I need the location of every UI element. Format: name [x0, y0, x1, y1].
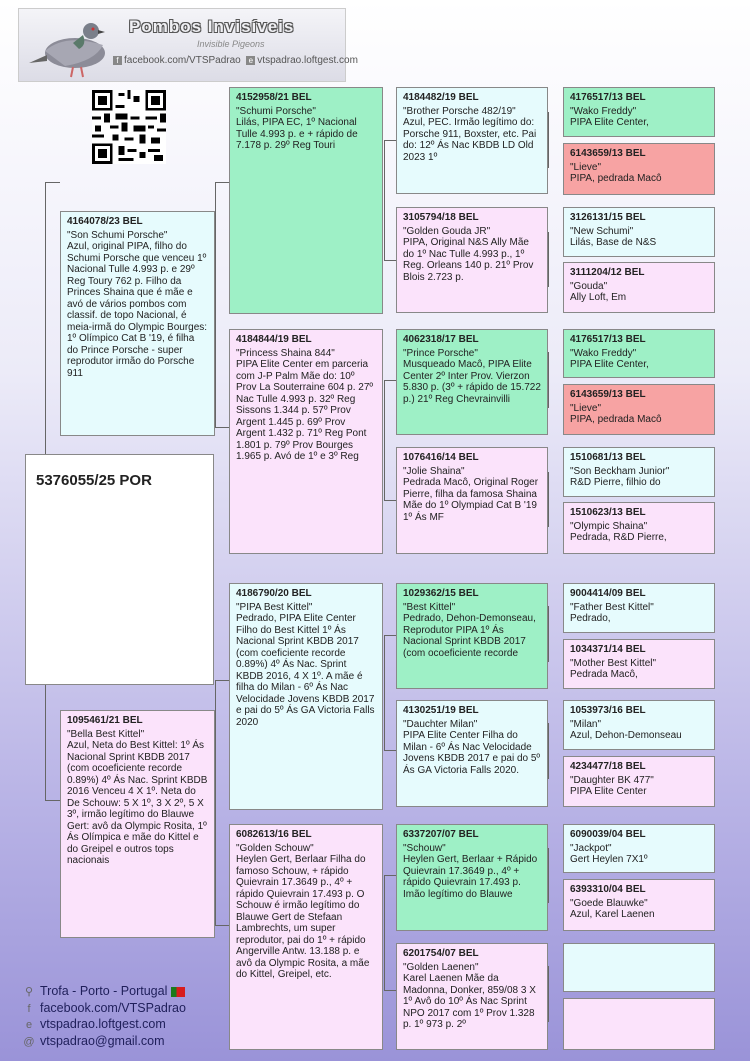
location-pin-icon: ⚲ — [24, 986, 34, 998]
g4-box — [563, 262, 715, 313]
great-grandparent-box — [396, 943, 548, 1050]
dam-desc: "Bella Best Kittel" Azul, Neta do Best Kittel: 1º Ás Nacional Sprint KBDB 2017 (com ocoeficiente recorde 0.89%) 4º Ás Nac. Sprint KBDB 2016 Venceu 4 X 1º. Neta do De Schouw: 5 X 1º, 3 X 2º, 5 X 3º, irmão legítimo do Blauwe Gert: avô da Olympic Rosita, 1º Ás Olímpica e mãe do Kittel e do Greipel e outros tops nacionais — [67, 728, 208, 866]
ring-number: 1510623/13 BEL — [570, 507, 646, 518]
pigeon-description: "Lieve" PIPA, pedrada Macô — [570, 161, 662, 184]
pigeon-description: "Lieve" PIPA, pedrada Macô — [570, 402, 662, 425]
ring-number: 6393310/04 BEL — [570, 884, 646, 895]
ring-number: 9004414/09 BEL — [570, 588, 646, 599]
ring-number: 3126131/15 BEL — [570, 212, 646, 223]
great-grandparent-box — [396, 329, 548, 435]
g4-box — [563, 879, 715, 931]
grandparent-box — [229, 329, 383, 554]
pigeon-description: "Brother Porsche 482/19" Azul, PEC. Irmão legítimo do: Porsche 911, Boxster, etc. Pai do: 12º Ás Nac KBDB LD Old 2023 1º — [403, 105, 537, 163]
pigeon-description: "Best Kittel" Pedrado, Dehon-Demonseau, Reprodutor PIPA 1º Ás Nacional Sprint KBDB 2017 (com ocoeficiente recorde — [403, 601, 536, 659]
pigeon-description: "Golden Gouda JR" PIPA, Original N&S Ally Mãe do 1º Nac Tulle 4.993 p., 1º Reg. Orleans 140 p. 21º Prov Blois 2.723 p. — [403, 225, 534, 283]
grandparent-box — [229, 824, 383, 1050]
ring-number: 6337207/07 BEL — [403, 829, 479, 840]
footer-location: Trofa - Porto - Portugal — [40, 984, 168, 998]
portugal-flag-icon — [171, 987, 185, 997]
pigeon-description: "Prince Porsche" Musqueado Macô, PIPA Elite Center 2º Inter Prov. Vierzon 5.830 p. (3º + rápido de 15.722 p.) 21º Reg Chevrainvilli — [403, 347, 541, 405]
grandparent-box — [229, 87, 383, 314]
g4-box — [563, 639, 715, 689]
g4-box — [563, 583, 715, 633]
ring-number: 1053973/16 BEL — [570, 705, 646, 716]
brand-title: Pombos Invisíveis — [129, 17, 295, 36]
pigeon-icon — [25, 11, 115, 81]
pigeon-description: "Daughter BK 477" PIPA Elite Center — [570, 774, 654, 797]
ring-number: 6090039/04 BEL — [570, 829, 646, 840]
email-icon: @ — [23, 1035, 35, 1048]
ring-number: 4234477/18 BEL — [570, 761, 646, 772]
great-grandparent-box — [396, 824, 548, 931]
dam-ring: 1095461/21 BEL — [67, 715, 143, 726]
pigeon-description: "Schouw" Heylen Gert, Berlaar + Rápido Quievrain 17.3649 p., 4º + rápido Quievrain 17.493 p. Imão legítimo do Blauwe — [403, 842, 538, 900]
footer-site-link[interactable]: vtspadrao.loftgest.com — [40, 1017, 166, 1031]
great-grandparent-box — [396, 583, 548, 689]
sire-ring: 4164078/23 BEL — [67, 216, 143, 227]
ring-number: 1034371/14 BEL — [570, 644, 646, 655]
pigeon-description: "Milan" Azul, Dehon-Demonseau — [570, 718, 682, 741]
footer-contacts — [22, 984, 186, 1050]
pigeon-description: "Mother Best Kittel" Pedrada Macô, — [570, 657, 657, 680]
g4-box — [563, 756, 715, 807]
g4-box — [563, 143, 715, 195]
great-grandparent-box — [396, 207, 548, 313]
ring-number: 4184844/19 BEL — [236, 334, 312, 345]
great-grandparent-box — [396, 447, 548, 554]
dam-box — [60, 710, 215, 938]
pigeon-description: "Jolie Shaina" Pedrada Macô, Original Roger Pierre, filha da famosa Shaina Mãe do 1º Olympiad Cat B '19 1º Ás MF — [403, 465, 539, 523]
ring-number: 1029362/15 BEL — [403, 588, 479, 599]
sire-desc: "Son Schumi Porsche" Azul, original PIPA, filho do Schumi Porsche que venceu 1º Nacional Tulle 4.993 p. e 29º Reg Toury 762 p. Filho da Princes Shaina que é mãe e avó de vários pombos com classif. de topo Nacional, é meia-irmã do Olympic Bourges: 1º Olímpico Cat B '19, é filha do Prince Porsche - super reprodutor irmão do Porsche 911 — [67, 229, 208, 379]
ring-number: 4176517/13 BEL — [570, 92, 646, 103]
pigeon-description: "Dauchter Milan" PIPA Elite Center Filha do Milan - 6º Ás Nac Velocidade Jovens KBDB 2017 e pai do 5º Ás GA Victoria Falls 2020. — [403, 718, 541, 776]
pigeon-description: "Father Best Kittel" Pedrado, — [570, 601, 654, 624]
g4-box — [563, 447, 715, 497]
great-grandparent-box — [396, 700, 548, 807]
facebook-icon: f — [27, 1002, 31, 1015]
ring-number: 6143659/13 BEL — [570, 148, 646, 159]
g4-box — [563, 384, 715, 435]
pigeon-description: "Gouda" Ally Loft, Em — [570, 280, 627, 303]
pigeon-description: "Jackpot" Gert Heylen 7X1º — [570, 842, 648, 865]
facebook-icon: f — [113, 56, 122, 65]
pigeon-description: "Son Beckham Junior" R&D Pierre, filhio do — [570, 465, 670, 488]
pigeon-description: "Wako Freddy" PIPA Elite Center, — [570, 105, 649, 128]
header-banner — [18, 8, 358, 82]
ring-number: 3105794/18 BEL — [403, 212, 479, 223]
g4-box — [563, 87, 715, 137]
header-site-link[interactable]: vtspadrao.loftgest.com — [257, 55, 358, 66]
ring-number: 6143659/13 BEL — [570, 389, 646, 400]
ring-number: 4176517/13 BEL — [570, 334, 646, 345]
pigeon-description: "Wako Freddy" PIPA Elite Center, — [570, 347, 649, 370]
web-icon: e — [246, 56, 255, 65]
ring-number: 4130251/19 BEL — [403, 705, 479, 716]
pigeon-description: "New Schumi" Lilás, Base de N&S — [570, 225, 657, 248]
web-icon: e — [25, 1019, 33, 1031]
main-pigeon-ring: 5376055/25 POR — [36, 472, 152, 489]
grandparent-box — [229, 583, 383, 810]
pigeon-description: "Olympic Shaina" Pedrada, R&D Pierre, — [570, 520, 667, 543]
ring-number: 1076416/14 BEL — [403, 452, 479, 463]
footer-email-link[interactable]: vtspadrao@gmail.com — [40, 1033, 165, 1048]
g4-box — [563, 207, 715, 257]
g4-box-empty — [563, 943, 715, 992]
ring-number: 1510681/13 BEL — [570, 452, 646, 463]
g4-box — [563, 502, 715, 554]
main-pigeon-box — [25, 454, 214, 685]
header-facebook-link[interactable]: facebook.com/VTSPadrao — [124, 55, 241, 66]
ring-number: 4152958/21 BEL — [236, 92, 312, 103]
g4-box — [563, 824, 715, 873]
g4-box-empty — [563, 998, 715, 1050]
ring-number: 3111204/12 BEL — [570, 267, 645, 278]
pigeon-description: "Princess Shaina 844" PIPA Elite Center em parceria com J-P Palm Mãe do: 10º Prov La Souterraine 604 p. 27º Nac Tulle 4.993 p. 32º Reg Sissons 1.344 p. 57º Prov Argent 1.445 p. 69º Prov Argent 1.432 p. 71º Reg Pont 1.801 p. 79º Prov Bourges 1.965 p. Avó de 1º e 3º Reg — [236, 347, 374, 462]
pigeon-description: "Golden Laenen" Karel Laenen Mãe da Madonna, Donker, 859/08 3 X 1º Avô do 10º Ás Nac Sprint NPO 2017 com 1º Prov 1.328 p. 1º 973 p. 2º — [403, 961, 536, 1030]
header-links — [113, 55, 358, 66]
ring-number: 6082613/16 BEL — [236, 829, 312, 840]
sire-box — [60, 211, 215, 436]
g4-box — [563, 700, 715, 750]
g4-box — [563, 329, 715, 378]
ring-number: 4062318/17 BEL — [403, 334, 479, 345]
pigeon-description: "Schumi Porsche" Lilás, PIPA EC, 1º Nacional Tulle 4.993 p. e + rápido de 7.178 p. 29º Reg Touri — [236, 105, 358, 151]
ring-number: 6201754/07 BEL — [403, 948, 479, 959]
ring-number: 4186790/20 BEL — [236, 588, 312, 599]
ring-number: 4184482/19 BEL — [403, 92, 479, 103]
qr-code — [92, 90, 166, 164]
pigeon-description: "PIPA Best Kittel" Pedrado, PIPA Elite Center Filho do Best Kittel 1º Ás Nacional Sprint KBDB 2017 (com coeficiente recorde 0.89%) 4º Ás Nac. Sprint KBDB 2016, 4 X 1º. A mãe é filha do Milan - 6º Ás Nac Velocidade Jovens KBDB 2017 e pai do 5º Ás GA Victoria Falls 2020 — [236, 601, 375, 728]
brand-subtitle: Invisible Pigeons — [197, 39, 265, 49]
pigeon-description: "Golden Schouw" Heylen Gert, Berlaar Filha do famoso Schouw, + rápido Quievrain 17.3649 p., 4º + rápido Quievrain 17.493 p. O Schouw é irmão legítimo do Blauwe Gert de Stefaan Lambrechts, um super reprodutor, pai do 1º + rápido Angerville Antw. 13.188 p. e avô da Olympic Rosita, a mãe do Kittel, Greipel, etc. — [236, 842, 370, 980]
great-grandparent-box — [396, 87, 548, 194]
footer-facebook-link[interactable]: facebook.com/VTSPadrao — [40, 1000, 186, 1015]
pigeon-description: "Goede Blauwke" Azul, Karel Laenen — [570, 897, 655, 920]
